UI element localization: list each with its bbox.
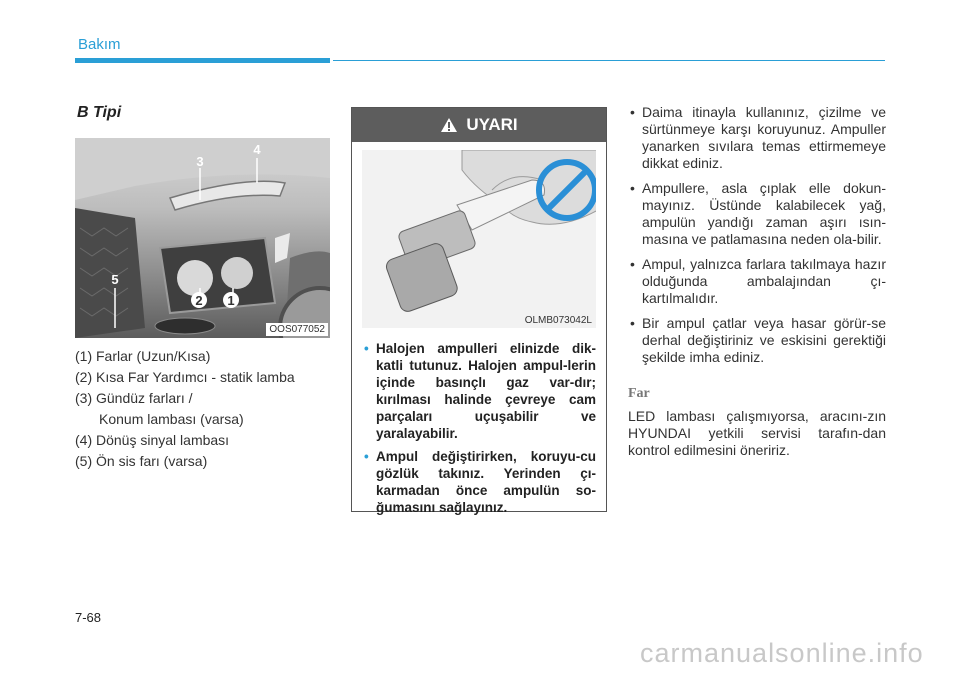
warning-box xyxy=(351,107,607,515)
warning-item: • Ampul değiştirirken, koruyu-cu gözlük takınız. Yerinden çı-karmadan önce ampulün so-ğumasını sağlayınız. xyxy=(364,448,596,516)
photo-code: OOS077052 xyxy=(266,323,328,336)
car-front-illustration xyxy=(75,138,330,338)
bullet-item: • Daima itinayla kullanınız, çizilme ve sürtünmeye karşı koruyunuz. Ampuller yanarken sıvılara temas ettirmemeye dikkat ediniz. xyxy=(628,104,886,172)
watermark: carmanualsonline.info xyxy=(640,638,924,668)
warning-list xyxy=(364,340,596,516)
bullet-item: • Bir ampul çatlar veya hasar görür-se derhal değiştiriniz ve eskisini gerektiği şekilde imha ediniz. xyxy=(628,315,886,366)
headlamp-photo xyxy=(75,138,330,338)
callout-3: 3 xyxy=(196,154,204,169)
page-number: 7-68 xyxy=(75,610,102,625)
image-code: OLMB073042L xyxy=(524,315,592,326)
warning-triangle-icon xyxy=(440,117,458,133)
legend-item: (2) Kısa Far Yardımcı - statik lamba xyxy=(75,369,295,385)
handling-bullets xyxy=(628,104,886,366)
legend-item: (3) Gündüz farları / xyxy=(75,390,193,406)
legend-item: (1) Farlar (Uzun/Kısa) xyxy=(75,348,211,364)
legend-item: (4) Dönüş sinyal lambası xyxy=(75,432,230,448)
callout-2: 2 xyxy=(195,293,203,308)
warning-title: UYARI xyxy=(466,115,518,134)
callout-5: 5 xyxy=(111,272,119,287)
bulb-handling-illustration xyxy=(362,150,596,328)
legend-item: Konum lambası (varsa) xyxy=(99,411,244,427)
bullet-item: • Ampullere, asla çıplak elle dokun-mayınız. Üstünde kalabilecek yağ, ampulün yandığı zaman aşırı ısın-masına ve patlamasına neden ola-bilir. xyxy=(628,180,886,248)
right-column xyxy=(628,104,886,459)
section-label: Bakım xyxy=(78,36,121,53)
callout-4: 4 xyxy=(253,142,261,157)
warning-item: • Halojen ampulleri elinizde dik-katli tutunuz. Halojen ampul-lerin içinde basınçlı gaz var-dır; kırılması halinde çevreye cam parçaları uçuşabilir ve yaralayabilir. xyxy=(364,340,596,442)
far-paragraph: LED lambası çalışmıyorsa, aracını-zın HYUNDAI yetkili servisi tarafın-dan kontrol edilmesini öneririz. xyxy=(628,408,886,458)
type-title: B Tipi xyxy=(77,104,122,121)
left-column xyxy=(75,100,330,472)
warning-header xyxy=(352,108,606,142)
callout-1: 1 xyxy=(227,293,235,308)
legend-item: (5) Ön sis farı (varsa) xyxy=(75,453,208,469)
bullet-item: • Ampul, yalnızca farlara takılmaya hazır olduğunda ambalajından çı-kartılmalıdır. xyxy=(628,256,886,307)
hand-holding-bulb-illustration xyxy=(362,150,596,328)
legend-list xyxy=(75,346,330,472)
header-rule-thick xyxy=(75,58,330,63)
far-heading: Far xyxy=(628,386,650,401)
header-rule-thin xyxy=(333,60,885,61)
